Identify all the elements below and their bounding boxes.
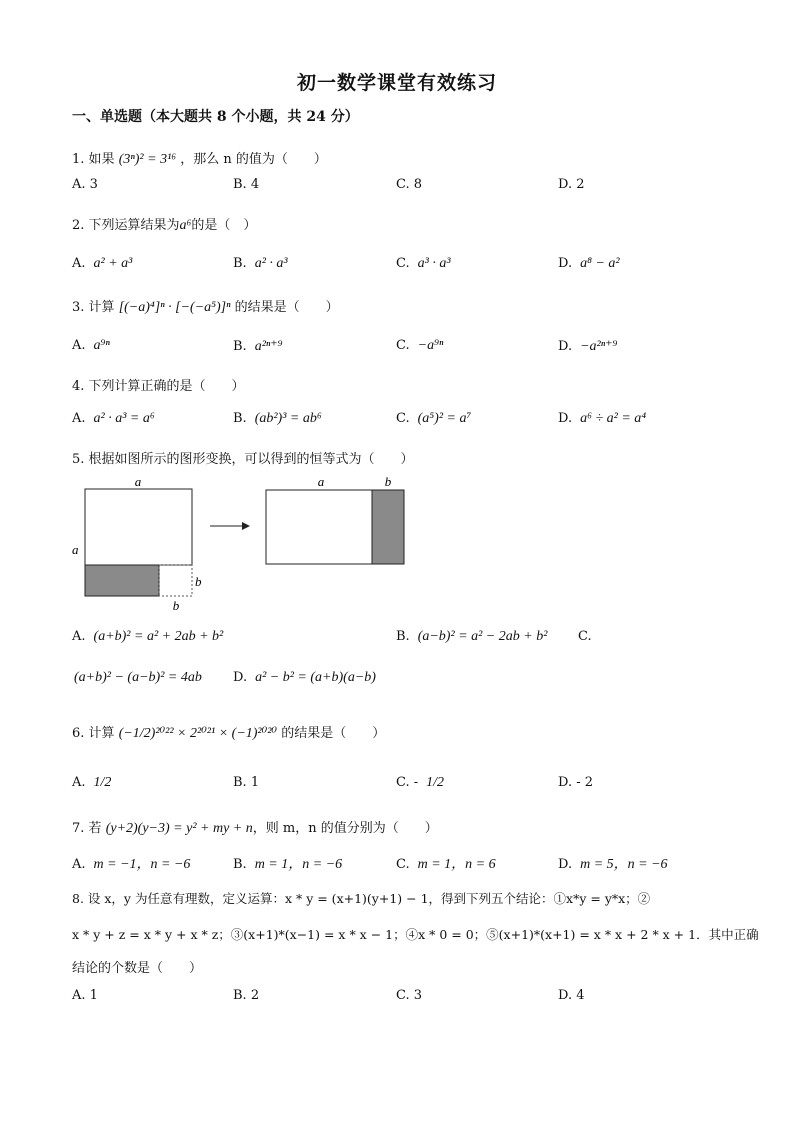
question-1-option-b[interactable]: B. 4 xyxy=(233,177,260,192)
question-6-option-c[interactable]: C. - 1/2 xyxy=(396,775,445,790)
question-2-option-b[interactable]: B. a² · a³ xyxy=(233,256,288,271)
question-5-figure xyxy=(70,470,420,615)
question-8-option-a[interactable]: A. 1 xyxy=(72,988,98,1003)
figure-label-a-top-2: a xyxy=(317,474,325,489)
question-3-option-b[interactable]: B. a²ⁿ⁺⁹ xyxy=(233,339,283,354)
question-7-option-a[interactable]: A. m = −1，n = −6 xyxy=(72,857,191,872)
figure-label-b-top-2: b xyxy=(384,474,392,489)
question-8-option-c[interactable]: C. 3 xyxy=(396,988,423,1003)
question-4-stem: 4. 下列计算正确的是（ ） xyxy=(72,379,245,394)
question-7-option-c[interactable]: C. m = 1，n = 6 xyxy=(396,857,496,872)
question-5-option-b[interactable]: B. (a−b)² = a² − 2ab + b² xyxy=(396,629,548,644)
question-6-option-a[interactable]: A. 1/2 xyxy=(72,775,112,790)
question-4-option-c[interactable]: C. (a⁵)² = a⁷ xyxy=(396,411,472,426)
question-6-formula: (−1/2)²⁰²² × 2²⁰²¹ × (−1)²⁰²⁰ xyxy=(118,726,278,741)
question-5-option-a[interactable]: A. (a+b)² = a² + 2ab + b² xyxy=(72,629,224,644)
question-3-option-d[interactable]: D. −a²ⁿ⁺⁹ xyxy=(558,339,618,354)
question-4-option-b[interactable]: B. (ab²)³ = ab⁶ xyxy=(233,411,322,426)
figure-label-b-right: b xyxy=(195,574,202,589)
question-6-stem: 6. 计算 (−1/2)²⁰²² × 2²⁰²¹ × (−1)²⁰²⁰ 的结果是（ ） xyxy=(72,726,386,741)
question-2-option-d[interactable]: D. a⁸ − a² xyxy=(558,256,620,271)
question-3-option-c[interactable]: C. −a⁹ⁿ xyxy=(396,338,444,353)
question-1-formula: (3ⁿ)² = 3¹⁶ xyxy=(118,152,177,167)
question-6-option-d[interactable]: D. - 2 xyxy=(558,775,594,790)
question-5-option-c-label[interactable]: C. xyxy=(578,629,592,644)
figure-label-a-top: a xyxy=(134,474,142,489)
figure-rect-b-shaded xyxy=(372,490,404,564)
question-4-option-a[interactable]: A. a² · a³ = a⁶ xyxy=(72,411,155,426)
question-7-option-d[interactable]: D. m = 5，n = −6 xyxy=(558,857,668,872)
question-1-option-c[interactable]: C. 8 xyxy=(396,177,423,192)
question-3-option-a[interactable]: A. a⁹ⁿ xyxy=(72,338,110,353)
question-2-option-a[interactable]: A. a² + a³ xyxy=(72,256,133,271)
question-7-stem: 7. 若 (y+2)(y−3) = y² + my + n，则 m，n 的值分别为（ ） xyxy=(72,821,438,836)
question-2-stem: 2. 下列运算结果为a⁶的是（ ） xyxy=(72,218,257,233)
figure-rect-a xyxy=(266,490,372,564)
question-8-line-2: x * y + z = x * y + x * z；③(x+1)*(x−1) = x * x − 1；④x * 0 = 0；⑤(x+1)*(x+1) = x * x + 2 * x + 1．其中正确 xyxy=(72,927,759,942)
figure-square-a xyxy=(85,489,192,565)
figure-removed-square xyxy=(159,565,192,596)
question-1-option-d[interactable]: D. 2 xyxy=(558,177,585,192)
question-3-stem: 3. 计算 [(−a)⁴]ⁿ · [−(−a⁵)]ⁿ 的结果是（ ） xyxy=(72,300,339,315)
question-1-option-a[interactable]: A. 3 xyxy=(72,177,98,192)
figure-shaded-strip xyxy=(85,565,159,596)
question-7-formula: (y+2)(y−3) = y² + my + n xyxy=(105,821,253,836)
question-1-stem: 1. 如果 (3ⁿ)² = 3¹⁶ ，那么 n 的值为（ ） xyxy=(72,152,327,167)
question-2-option-c[interactable]: C. a³ · a³ xyxy=(396,256,451,271)
figure-label-a-left: a xyxy=(72,542,79,557)
question-5-stem: 5. 根据如图所示的图形变换，可以得到的恒等式为（ ） xyxy=(72,452,414,467)
section-heading: 一、单选题（本大题共 8 个小题，共 24 分） xyxy=(72,109,359,125)
question-8-line-3: 结论的个数是（ ） xyxy=(72,961,203,976)
figure-label-b-bottom: b xyxy=(172,598,180,613)
question-3-formula: [(−a)⁴]ⁿ · [−(−a⁵)]ⁿ xyxy=(118,300,231,315)
question-4-option-d[interactable]: D. a⁶ ÷ a² = a⁴ xyxy=(558,411,647,426)
question-5-option-c[interactable]: (a+b)² − (a−b)² = 4ab xyxy=(74,670,202,685)
question-8-option-b[interactable]: B. 2 xyxy=(233,988,260,1003)
question-2-formula: a⁶ xyxy=(179,218,192,233)
question-6-option-b[interactable]: B. 1 xyxy=(233,775,260,790)
question-7-option-b[interactable]: B. m = 1，n = −6 xyxy=(233,857,343,872)
figure-arrow-head xyxy=(242,522,250,530)
question-5-option-d[interactable]: D. a² − b² = (a+b)(a−b) xyxy=(233,670,376,685)
question-8-line-1: 8. 设 x，y 为任意有理数，定义运算：x * y = (x+1)(y+1) − 1，得到下列五个结论：①x*y = y*x；② xyxy=(72,891,651,906)
question-8-option-d[interactable]: D. 4 xyxy=(558,988,585,1003)
page-title: 初一数学课堂有效练习 xyxy=(296,72,497,94)
